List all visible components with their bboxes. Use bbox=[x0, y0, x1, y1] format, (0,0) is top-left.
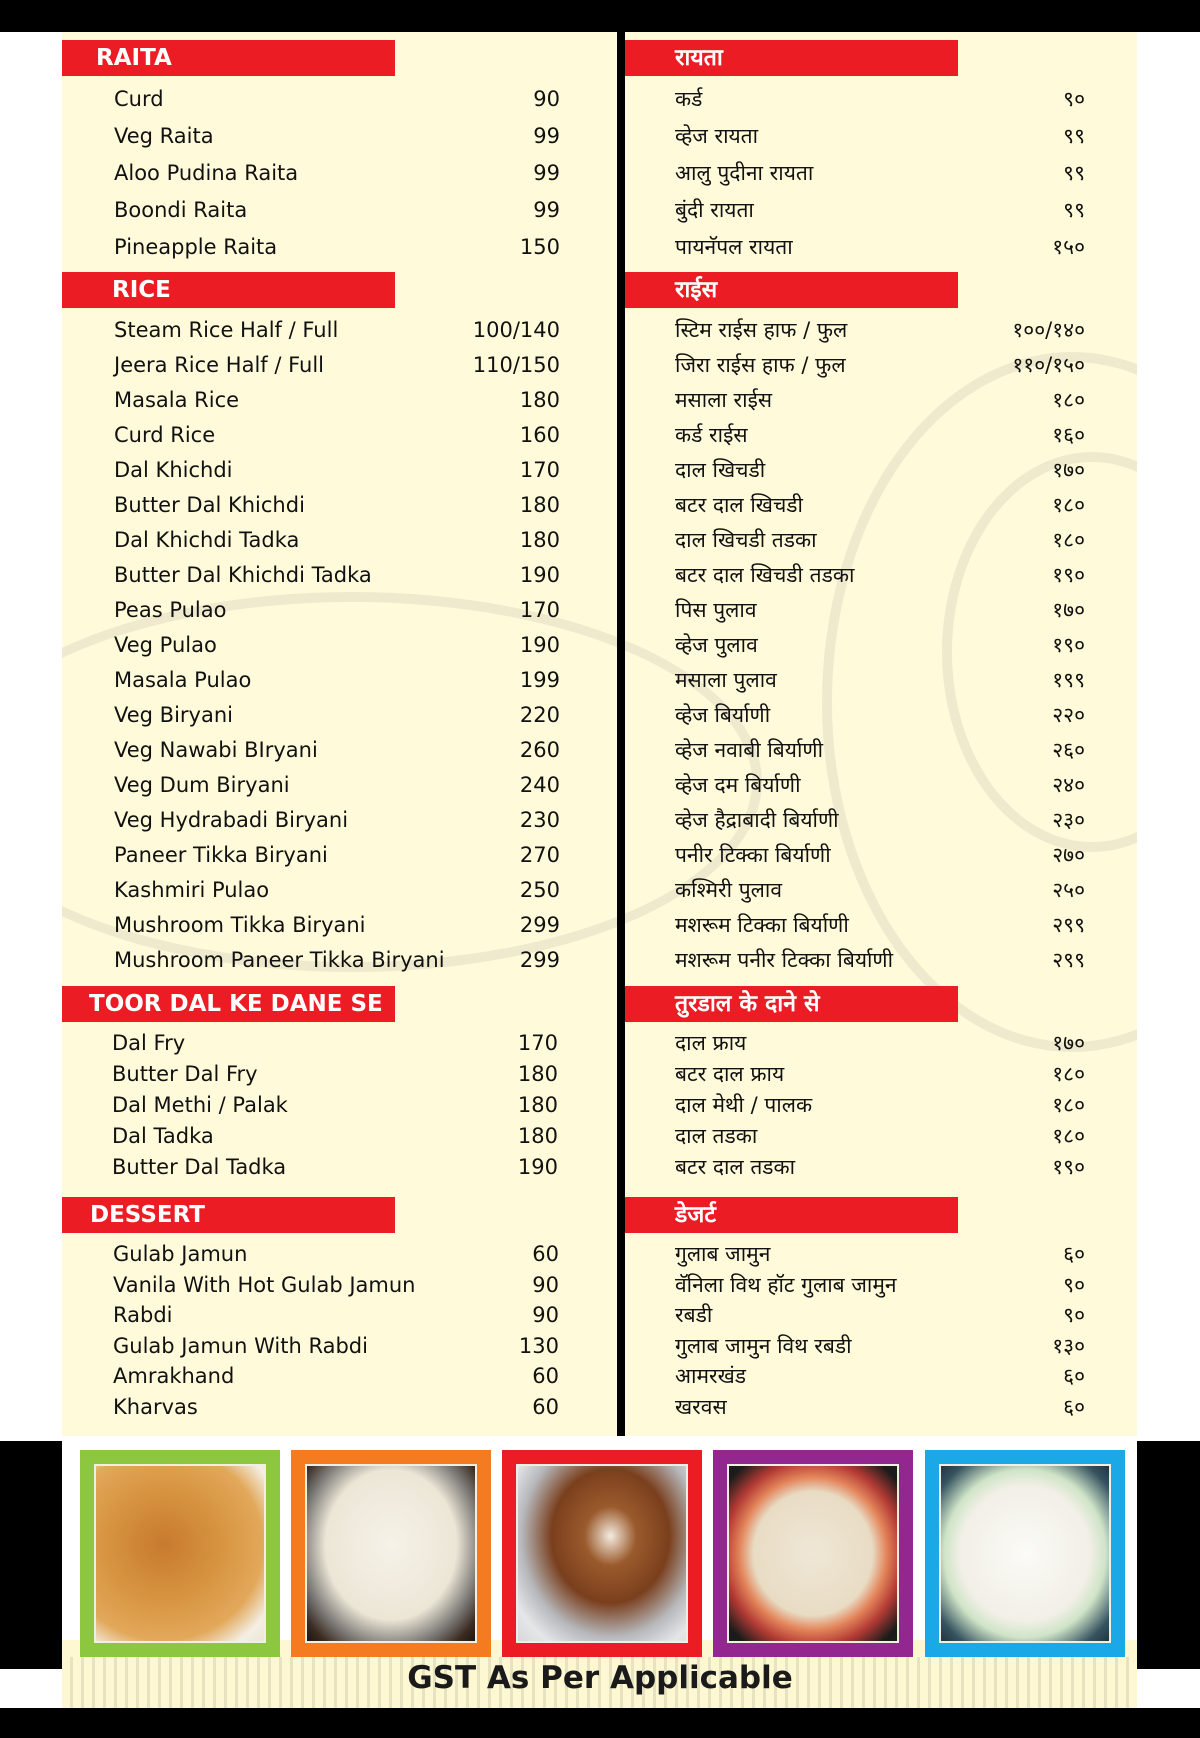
dal-tadka-photo bbox=[94, 1464, 266, 1643]
menu-item: Rabdi 90 bbox=[113, 1303, 559, 1327]
menu-item: व्हेज दम बिर्याणी २४० bbox=[675, 773, 1085, 797]
photo-frame-green bbox=[80, 1450, 280, 1657]
menu-item: जिरा राईस हाफ / फुल ११०/१५० bbox=[675, 353, 1085, 377]
menu-item: Gulab Jamun With Rabdi 130 bbox=[113, 1334, 559, 1358]
raita-photo bbox=[939, 1464, 1111, 1643]
section-header-toor-dal: TOOR DAL KE DANE SE bbox=[62, 986, 395, 1022]
photo-frame-blue bbox=[925, 1450, 1125, 1657]
menu-item: वॅनिला विथ हॉट गुलाब जामुन ९० bbox=[675, 1273, 1085, 1297]
section-header-dessert-marathi: डेजर्ट bbox=[625, 1197, 958, 1233]
menu-item: Pineapple Raita 150 bbox=[114, 235, 560, 259]
menu-item: Paneer Tikka Biryani 270 bbox=[114, 843, 560, 867]
photo-frame-purple bbox=[713, 1450, 913, 1657]
photo-frame-red bbox=[502, 1450, 702, 1657]
menu-item: बटर दाल तडका १९० bbox=[675, 1155, 1085, 1179]
section-header-rice: RICE bbox=[62, 272, 395, 308]
menu-item: Kashmiri Pulao 250 bbox=[114, 878, 560, 902]
menu-item: पिस पुलाव १७० bbox=[675, 598, 1085, 622]
menu-item: Curd Rice 160 bbox=[114, 423, 560, 447]
menu-item: Veg Biryani 220 bbox=[114, 703, 560, 727]
menu-item: पायनॅपल रायता १५० bbox=[675, 235, 1085, 259]
menu-item: Gulab Jamun 60 bbox=[113, 1242, 559, 1266]
menu-item: Butter Dal Tadka 190 bbox=[112, 1155, 558, 1179]
menu-item: Masala Rice 180 bbox=[114, 388, 560, 412]
menu-item: व्हेज नवाबी बिर्याणी २६० bbox=[675, 738, 1085, 762]
menu-item: Butter Dal Khichdi 180 bbox=[114, 493, 560, 517]
menu-item: रबडी ९० bbox=[675, 1303, 1085, 1327]
menu-item: Veg Pulao 190 bbox=[114, 633, 560, 657]
menu-item: Mushroom Paneer Tikka Biryani 299 bbox=[114, 948, 560, 972]
top-black-bar bbox=[0, 0, 1200, 32]
menu-item: कर्ड ९० bbox=[675, 87, 1085, 111]
menu-item: दाल फ्राय १७० bbox=[675, 1031, 1085, 1055]
gst-note: GST As Per Applicable bbox=[407, 1660, 793, 1696]
bottom-black-bar bbox=[0, 1708, 1200, 1738]
menu-item: दाल खिचडी तडका १८० bbox=[675, 528, 1085, 552]
menu-item: Veg Hydrabadi Biryani 230 bbox=[114, 808, 560, 832]
menu-item: आलु पुदीना रायता ९९ bbox=[675, 161, 1085, 185]
menu-item: Dal Tadka 180 bbox=[112, 1124, 558, 1148]
menu-item: कर्ड राईस १६० bbox=[675, 423, 1085, 447]
section-header-raita-marathi: रायता bbox=[625, 40, 958, 76]
menu-item: Steam Rice Half / Full 100/140 bbox=[114, 318, 560, 342]
menu-item: खरवस ६० bbox=[675, 1395, 1085, 1419]
menu-item: Curd 90 bbox=[114, 87, 560, 111]
menu-item: बटर दाल फ्राय १८० bbox=[675, 1062, 1085, 1086]
menu-item: Butter Dal Khichdi Tadka 190 bbox=[114, 563, 560, 587]
left-black-block bbox=[0, 1441, 62, 1669]
photo-frame-orange bbox=[291, 1450, 491, 1657]
menu-item: बटर दाल खिचडी तडका १९० bbox=[675, 563, 1085, 587]
menu-item: व्हेज बिर्याणी २२० bbox=[675, 703, 1085, 727]
menu-item: Kharvas 60 bbox=[113, 1395, 559, 1419]
menu-item: दाल मेथी / पालक १८० bbox=[675, 1093, 1085, 1117]
menu-item: बटर दाल खिचडी १८० bbox=[675, 493, 1085, 517]
jeera-rice-photo bbox=[305, 1464, 477, 1643]
section-header-rice-marathi: राईस bbox=[625, 272, 958, 308]
menu-item: मशरूम टिक्का बिर्याणी २९९ bbox=[675, 913, 1085, 937]
menu-item: बुंदी रायता ९९ bbox=[675, 198, 1085, 222]
right-black-block bbox=[1137, 1441, 1200, 1669]
dal-makhani-photo bbox=[516, 1464, 688, 1643]
menu-item: Dal Methi / Palak 180 bbox=[112, 1093, 558, 1117]
menu-item: मसाला राईस १८० bbox=[675, 388, 1085, 412]
menu-item: Boondi Raita 99 bbox=[114, 198, 560, 222]
menu-item: गुलाब जामुन ६० bbox=[675, 1242, 1085, 1266]
menu-item: Vanila With Hot Gulab Jamun 90 bbox=[113, 1273, 559, 1297]
menu-item: मशरूम पनीर टिक्का बिर्याणी २९९ bbox=[675, 948, 1085, 972]
menu-item: Dal Fry 170 bbox=[112, 1031, 558, 1055]
section-header-toor-dal-marathi: तुरडाल के दाने से bbox=[625, 986, 958, 1022]
menu-item: गुलाब जामुन विथ रबडी १३० bbox=[675, 1334, 1085, 1358]
menu-item: व्हेज हैद्राबादी बिर्याणी २३० bbox=[675, 808, 1085, 832]
menu-item: मसाला पुलाव १९९ bbox=[675, 668, 1085, 692]
menu-item: व्हेज पुलाव १९० bbox=[675, 633, 1085, 657]
column-divider bbox=[617, 32, 625, 1436]
menu-item: Dal Khichdi Tadka 180 bbox=[114, 528, 560, 552]
menu-item: दाल तडका १८० bbox=[675, 1124, 1085, 1148]
menu-item: Veg Nawabi BIryani 260 bbox=[114, 738, 560, 762]
menu-item: व्हेज रायता ९९ bbox=[675, 124, 1085, 148]
menu-item: Jeera Rice Half / Full 110/150 bbox=[114, 353, 560, 377]
section-header-raita: RAITA bbox=[62, 40, 395, 76]
menu-item: Aloo Pudina Raita 99 bbox=[114, 161, 560, 185]
menu-item: स्टिम राईस हाफ / फुल १००/१४० bbox=[675, 318, 1085, 342]
menu-item: Mushroom Tikka Biryani 299 bbox=[114, 913, 560, 937]
menu-item: Butter Dal Fry 180 bbox=[112, 1062, 558, 1086]
veg-pulao-photo bbox=[727, 1464, 899, 1643]
menu-item: Veg Dum Biryani 240 bbox=[114, 773, 560, 797]
menu-item: पनीर टिक्का बिर्याणी २७० bbox=[675, 843, 1085, 867]
menu-item: Masala Pulao 199 bbox=[114, 668, 560, 692]
menu-item: आमरखंड ६० bbox=[675, 1364, 1085, 1388]
menu-item: Amrakhand 60 bbox=[113, 1364, 559, 1388]
section-header-dessert: DESSERT bbox=[62, 1197, 395, 1233]
menu-item: Veg Raita 99 bbox=[114, 124, 560, 148]
menu-item: Peas Pulao 170 bbox=[114, 598, 560, 622]
menu-item: Dal Khichdi 170 bbox=[114, 458, 560, 482]
menu-item: कश्मिरी पुलाव २५० bbox=[675, 878, 1085, 902]
menu-item: दाल खिचडी १७० bbox=[675, 458, 1085, 482]
